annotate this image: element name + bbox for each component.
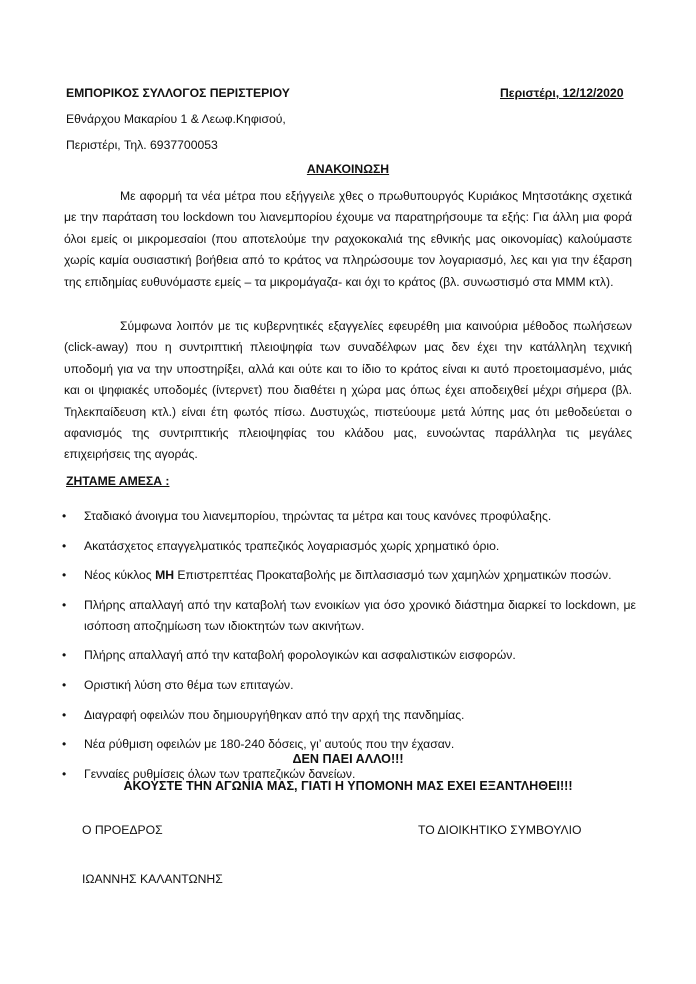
- bullet-icon: •: [62, 648, 67, 663]
- bullet-icon: •: [62, 538, 67, 553]
- bullet-icon: •: [62, 677, 67, 692]
- bullet-icon: •: [62, 509, 67, 523]
- emphasis-mh: ΜΗ: [155, 568, 175, 583]
- address-line: Εθνάρχου Μακαρίου 1 & Λεωφ.Κηφισού,: [66, 112, 286, 126]
- closing-line-2: ΑΚΟΥΣΤΕ ΤΗΝ ΑΓΩΝΙΑ ΜΑΣ, ΓΙΑΤΙ Η ΥΠΟΜΟΝΗ ΜΑΣ ΕΧΕΙ ΕΞΑΝΤΛΗΘΕΙ!!!: [123, 779, 573, 793]
- list-item: • Οριστική λύση στο θέμα των επιταγών.: [60, 675, 636, 696]
- list-item: • Νέα ρύθμιση οφειλών με 180-240 δόσεις, γι’ αυτούς που την έχασαν.: [60, 734, 636, 755]
- place-date: Περιστέρι, 12/12/2020: [500, 86, 624, 100]
- bullet-icon: •: [62, 568, 67, 583]
- board-title: ΤΟ ΔΙΟΙΚΗΤΙΚΟ ΣΥΜΒΟΥΛΙΟ: [418, 823, 582, 837]
- bullet-icon: •: [62, 707, 67, 722]
- list-item: • Πλήρης απαλλαγή από την καταβολή φορολογικών και ασφαλιστικών εισφορών.: [60, 645, 636, 666]
- closing-line-1: ΔΕΝ ΠΑΕΙ ΑΛΛΟ!!!: [292, 752, 404, 766]
- list-item: • Νέος κύκλος ΜΗ Επιστρεπτέας Προκαταβολής με διπλασιασμό των χαμηλών χρηματικών ποσών.: [60, 565, 636, 586]
- list-item: • Ακατάσχετος επαγγελματικός τραπεζικός λογαριασμός χωρίς χρηματικό όριο.: [60, 536, 636, 557]
- organization-name: ΕΜΠΟΡΙΚΟΣ ΣΥΛΛΟΓΟΣ ΠΕΡΙΣΤΕΡΙΟΥ: [66, 86, 290, 100]
- bullet-icon: •: [62, 737, 67, 752]
- bullet-icon: •: [62, 766, 67, 781]
- demands-title: ΖΗΤΑΜΕ ΑΜΕΣΑ :: [66, 474, 170, 488]
- president-title: Ο ΠΡΟΕΔΡΟΣ: [82, 823, 163, 837]
- list-item: • Γενναίες ρυθμίσεις όλων των τραπεζικών δανείων.: [60, 764, 636, 785]
- city-phone-line: Περιστέρι, Τηλ. 6937700053: [66, 138, 218, 152]
- president-name: ΙΩΑΝΝΗΣ ΚΑΛΑΝΤΩΝΗΣ: [82, 872, 223, 886]
- paragraph-2: Σύμφωνα λοιπόν με τις κυβερνητικές εξαγγελίες εφευρέθη μια καινούρια μέθοδος πωλήσεων (click-away) που η συντριπτική πλειοψηφία των συναδέλφων μας δεν έχει την κατάλληλη τεχνική υποδομή για να την υποστηρίξει, αλλά και ούτε και το ίδιο το κράτος είναι κι αυτό προετοιμασμένο, μιάς και οι ψηφιακές υποδομές (ίντερνετ) που διαθέτει η χώρα μας όπως έχει αποδειχθεί μέχρι σήμερα (βλ. Τηλεκπαίδευση κτλ.) είναι έτη φωτός πίσω. Δυστυχώς, πιστεύουμε μετά λύπης μας ότι μεθοδεύεται ο αφανισμός της συντριπτικής πλειοψηφίας του κλάδου μας, ευνοώντας παράλληλα τις μεγάλες επιχειρήσεις της αγοράς.: [64, 319, 632, 462]
- demands-list: [60, 506, 636, 793]
- announcement-title: ΑΝΑΚΟΙΝΩΣΗ: [306, 162, 390, 176]
- bullet-icon: •: [62, 597, 67, 612]
- list-item: • Διαγραφή οφειλών που δημιουργήθηκαν από την αρχή της πανδημίας.: [60, 705, 636, 726]
- list-item: • Σταδιακό άνοιγμα του λιανεμπορίου, τηρώντας τα μέτρα και τους κανόνες προφύλαξης.: [60, 506, 636, 527]
- list-item: • Πλήρης απαλλαγή από την καταβολή των ενοικίων για όσο χρονικό διάστημα διαρκεί το lockdown, με ισόποση αποζημίωση των ιδιοκτητών των ακινήτων.: [60, 595, 636, 637]
- paragraph-1: Με αφορμή τα νέα μέτρα που εξήγγειλε χθες ο πρωθυπουργός Κυριάκος Μητσοτάκης σχετικά με την παράταση του lockdown του λιανεμπορίου έχουμε να παρατηρήσουμε τα εξής: Για άλλη μια φορά όλοι εμείς οι μικρομεσαίοι (που αποτελούμε την ραχοκοκαλιά της εθνικής μας οικονομίας) καλούμαστε χωρίς καμία ουσιαστική βοήθεια από το κράτος να πληρώσουμε τον λογαριασμό, λες και για την έξαρση της επιδημίας ευθυνόμαστε εμείς – τα μικρομάγαζα- και όχι το κράτος (βλ. συνωστισμό στα ΜΜΜ κτλ).: [64, 189, 632, 289]
